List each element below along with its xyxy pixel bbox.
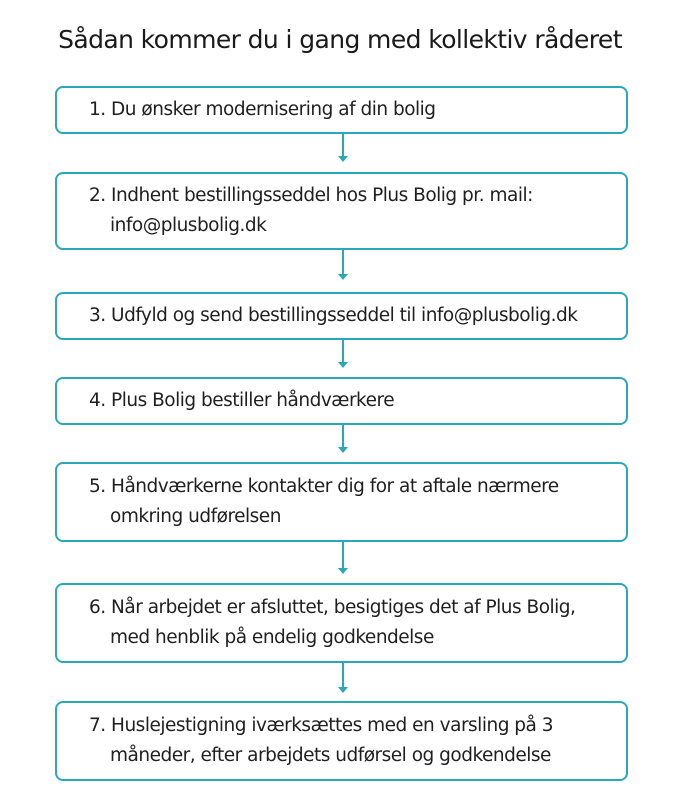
step-line: Huslejestigning iværksættes med en varsling på 3 [111,715,554,736]
step-number: 5. [89,476,106,497]
step-text-1 [89,95,612,125]
step-line: Udfyld og send bestillingsseddel til info@plusbolig.dk [111,305,578,326]
step-number: 2. [89,185,106,206]
step-line: info@plusbolig.dk [110,215,267,236]
page-title: Sådan kommer du i gang med kollektiv råderet [58,25,622,54]
step-box-1 [55,86,628,134]
step-line: Plus Bolig bestiller håndværkere [111,390,395,411]
step-line: Håndværkerne kontakter dig for at aftale nærmere [111,476,559,497]
arrow-down-icon [337,663,349,695]
step-box-3 [55,292,628,340]
step-text-6 [89,593,612,653]
step-line: Indhent bestillingsseddel hos Plus Bolig pr. mail: [111,185,533,206]
step-number: 3. [89,305,106,326]
step-line: Du ønsker modernisering af din bolig [111,99,436,120]
step-box-6 [55,583,628,663]
arrow-down-icon [337,542,349,576]
step-line: med henblik på endelig godkendelse [110,627,434,648]
step-number: 4. [89,390,106,411]
step-text-7 [89,711,612,771]
arrow-down-icon [337,250,349,282]
step-box-5 [55,462,628,542]
step-box-2 [55,172,628,250]
arrow-down-icon [337,425,349,455]
arrow-down-icon [337,340,349,370]
step-number: 6. [89,597,106,618]
step-box-7 [55,701,628,781]
step-number: 1. [89,99,106,120]
step-line: Når arbejdet er afsluttet, besigtiges det af Plus Bolig, [111,597,576,618]
step-text-2 [89,181,612,241]
step-text-3 [89,301,612,331]
step-number: 7. [89,715,106,736]
step-line: omkring udførelsen [110,506,281,527]
step-text-5 [89,472,612,532]
step-line: måneder, efter arbejdets udførsel og godkendelse [110,745,551,766]
arrow-down-icon [337,134,349,164]
step-text-4 [89,386,612,416]
step-box-4 [55,377,628,425]
